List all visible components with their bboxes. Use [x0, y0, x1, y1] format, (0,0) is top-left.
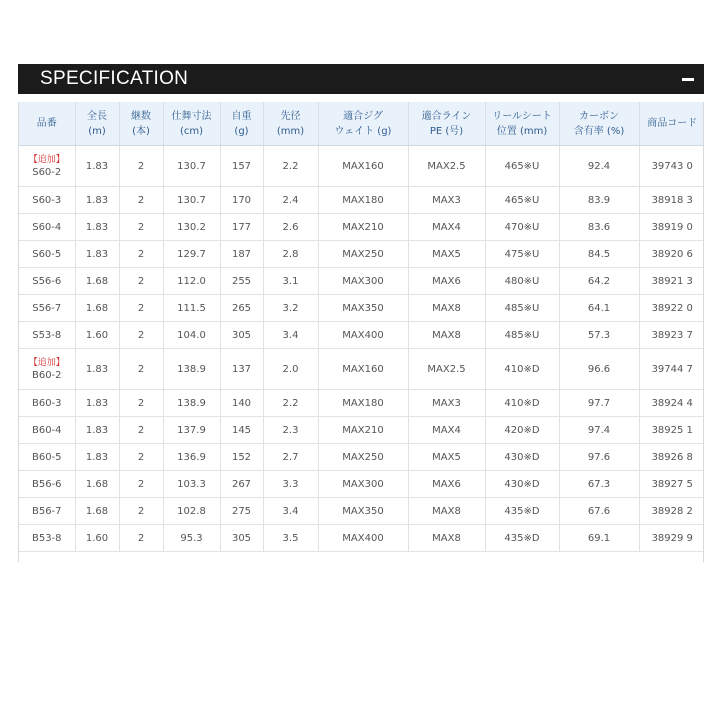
spec-table-container — [18, 102, 704, 562]
cell-tip-diameter: 3.3 — [263, 471, 318, 498]
cell-carbon: 96.6 — [559, 349, 639, 390]
cell-reel-seat: 435※D — [485, 525, 559, 552]
table-row — [19, 146, 704, 187]
cell-carbon: 97.6 — [559, 444, 639, 471]
cell-part-number — [19, 471, 75, 498]
cell-tip-diameter: 3.1 — [263, 268, 318, 295]
cell-weight: 137 — [220, 349, 263, 390]
cell-part-number — [19, 187, 75, 214]
col-header-line-pe: 適合ライン PE (号) — [408, 102, 485, 146]
cell-pieces: 2 — [119, 295, 163, 322]
cell-closed-length: 104.0 — [163, 322, 220, 349]
cell-jig-weight: MAX300 — [318, 471, 408, 498]
cell-jig-weight: MAX250 — [318, 241, 408, 268]
cell-product-code: 38922 0 — [639, 295, 704, 322]
cell-line-pe: MAX4 — [408, 214, 485, 241]
cell-carbon: 64.1 — [559, 295, 639, 322]
cell-product-code: 38926 8 — [639, 444, 704, 471]
part-number-text: B60-5 — [31, 451, 62, 463]
specification-panel — [18, 64, 704, 562]
table-row — [19, 444, 704, 471]
cell-jig-weight: MAX210 — [318, 417, 408, 444]
table-body — [19, 146, 704, 552]
new-item-tag: 【追加】 — [28, 357, 65, 368]
table-row — [19, 525, 704, 552]
cell-length: 1.60 — [75, 322, 119, 349]
cell-length: 1.83 — [75, 349, 119, 390]
cell-carbon: 83.9 — [559, 187, 639, 214]
cell-pieces: 2 — [119, 322, 163, 349]
cell-product-code: 38929 9 — [639, 525, 704, 552]
col-header-tip-diameter: 先径 (mm) — [263, 102, 318, 146]
table-row — [19, 390, 704, 417]
cell-closed-length: 130.2 — [163, 214, 220, 241]
cell-jig-weight: MAX160 — [318, 349, 408, 390]
table-row — [19, 268, 704, 295]
cell-part-number — [19, 417, 75, 444]
col-header-weight: 自重 (g) — [220, 102, 263, 146]
cell-product-code: 38921 3 — [639, 268, 704, 295]
cell-product-code: 38923 7 — [639, 322, 704, 349]
cell-weight: 267 — [220, 471, 263, 498]
part-number-text: B60-2 — [31, 369, 62, 381]
cell-weight: 275 — [220, 498, 263, 525]
cell-length: 1.83 — [75, 417, 119, 444]
specification-header[interactable] — [18, 64, 704, 94]
minus-icon[interactable] — [682, 78, 694, 81]
cell-product-code: 39743 0 — [639, 146, 704, 187]
cell-line-pe: MAX6 — [408, 268, 485, 295]
cell-part-number — [19, 390, 75, 417]
cell-tip-diameter: 2.0 — [263, 349, 318, 390]
cell-length: 1.60 — [75, 525, 119, 552]
cell-closed-length: 138.9 — [163, 349, 220, 390]
cell-closed-length: 112.0 — [163, 268, 220, 295]
cell-part-number — [19, 322, 75, 349]
cell-line-pe: MAX8 — [408, 525, 485, 552]
cell-part-number — [19, 295, 75, 322]
cell-reel-seat: 435※D — [485, 498, 559, 525]
cell-line-pe: MAX2.5 — [408, 146, 485, 187]
cell-carbon: 84.5 — [559, 241, 639, 268]
cell-weight: 177 — [220, 214, 263, 241]
cell-pieces: 2 — [119, 146, 163, 187]
spec-table — [19, 102, 704, 552]
cell-reel-seat: 470※U — [485, 214, 559, 241]
cell-part-number — [19, 241, 75, 268]
cell-weight: 145 — [220, 417, 263, 444]
cell-reel-seat: 465※U — [485, 146, 559, 187]
cell-closed-length: 138.9 — [163, 390, 220, 417]
cell-product-code: 38925 1 — [639, 417, 704, 444]
cell-jig-weight: MAX350 — [318, 295, 408, 322]
part-number-text: B53-8 — [31, 532, 62, 544]
table-row — [19, 498, 704, 525]
cell-jig-weight: MAX400 — [318, 322, 408, 349]
cell-jig-weight: MAX250 — [318, 444, 408, 471]
cell-closed-length: 95.3 — [163, 525, 220, 552]
part-number-text: S60-5 — [32, 248, 62, 260]
cell-line-pe: MAX2.5 — [408, 349, 485, 390]
cell-pieces: 2 — [119, 349, 163, 390]
cell-weight: 255 — [220, 268, 263, 295]
cell-jig-weight: MAX180 — [318, 390, 408, 417]
cell-reel-seat: 475※U — [485, 241, 559, 268]
cell-product-code: 38928 2 — [639, 498, 704, 525]
cell-length: 1.83 — [75, 146, 119, 187]
cell-weight: 140 — [220, 390, 263, 417]
cell-reel-seat: 430※D — [485, 444, 559, 471]
cell-tip-diameter: 2.7 — [263, 444, 318, 471]
cell-closed-length: 130.7 — [163, 187, 220, 214]
cell-closed-length: 129.7 — [163, 241, 220, 268]
cell-tip-diameter: 3.4 — [263, 498, 318, 525]
cell-part-number — [19, 214, 75, 241]
cell-pieces: 2 — [119, 187, 163, 214]
cell-carbon: 64.2 — [559, 268, 639, 295]
cell-jig-weight: MAX300 — [318, 268, 408, 295]
cell-closed-length: 102.8 — [163, 498, 220, 525]
part-number-text: B56-7 — [31, 505, 62, 517]
cell-weight: 152 — [220, 444, 263, 471]
cell-length: 1.83 — [75, 241, 119, 268]
table-row — [19, 241, 704, 268]
cell-closed-length: 137.9 — [163, 417, 220, 444]
cell-closed-length: 103.3 — [163, 471, 220, 498]
section-title: SPECIFICATION — [40, 68, 189, 89]
col-header-carbon: カーボン 含有率 (%) — [559, 102, 639, 146]
cell-tip-diameter: 3.4 — [263, 322, 318, 349]
col-header-jig-weight: 適合ジグ ウェイト (g) — [318, 102, 408, 146]
table-row — [19, 471, 704, 498]
cell-product-code: 38920 6 — [639, 241, 704, 268]
cell-length: 1.83 — [75, 390, 119, 417]
cell-weight: 170 — [220, 187, 263, 214]
cell-carbon: 69.1 — [559, 525, 639, 552]
cell-line-pe: MAX5 — [408, 444, 485, 471]
cell-reel-seat: 465※U — [485, 187, 559, 214]
cell-reel-seat: 420※D — [485, 417, 559, 444]
cell-product-code: 38918 3 — [639, 187, 704, 214]
cell-tip-diameter: 3.2 — [263, 295, 318, 322]
cell-line-pe: MAX8 — [408, 322, 485, 349]
cell-closed-length: 111.5 — [163, 295, 220, 322]
cell-tip-diameter: 2.2 — [263, 146, 318, 187]
cell-closed-length: 136.9 — [163, 444, 220, 471]
cell-pieces: 2 — [119, 417, 163, 444]
cell-line-pe: MAX3 — [408, 390, 485, 417]
cell-jig-weight: MAX350 — [318, 498, 408, 525]
cell-length: 1.83 — [75, 187, 119, 214]
cell-line-pe: MAX5 — [408, 241, 485, 268]
cell-part-number — [19, 146, 75, 187]
cell-part-number — [19, 444, 75, 471]
cell-product-code: 38924 4 — [639, 390, 704, 417]
table-row — [19, 187, 704, 214]
cell-product-code: 39744 7 — [639, 349, 704, 390]
cell-product-code: 38919 0 — [639, 214, 704, 241]
cell-tip-diameter: 2.4 — [263, 187, 318, 214]
new-item-tag: 【追加】 — [28, 154, 65, 165]
part-number-text: S60-2 — [32, 166, 62, 178]
cell-tip-diameter: 2.8 — [263, 241, 318, 268]
cell-pieces: 2 — [119, 498, 163, 525]
cell-length: 1.83 — [75, 214, 119, 241]
cell-reel-seat: 485※U — [485, 295, 559, 322]
table-row — [19, 417, 704, 444]
cell-length: 1.83 — [75, 444, 119, 471]
cell-reel-seat: 410※D — [485, 390, 559, 417]
col-header-closed-length: 仕舞寸法 (cm) — [163, 102, 220, 146]
cell-carbon: 83.6 — [559, 214, 639, 241]
cell-part-number — [19, 268, 75, 295]
cell-part-number — [19, 525, 75, 552]
table-header-row — [19, 102, 704, 146]
cell-pieces: 2 — [119, 214, 163, 241]
cell-pieces: 2 — [119, 241, 163, 268]
part-number-text: S56-6 — [32, 275, 62, 287]
cell-product-code: 38927 5 — [639, 471, 704, 498]
cell-weight: 187 — [220, 241, 263, 268]
cell-line-pe: MAX3 — [408, 187, 485, 214]
cell-length: 1.68 — [75, 471, 119, 498]
col-header-product-code: 商品コード — [639, 102, 704, 146]
cell-length: 1.68 — [75, 498, 119, 525]
col-header-part-number: 品番 — [19, 102, 75, 146]
cell-carbon: 67.3 — [559, 471, 639, 498]
table-row — [19, 322, 704, 349]
cell-pieces: 2 — [119, 268, 163, 295]
cell-pieces: 2 — [119, 390, 163, 417]
part-number-text: S60-3 — [32, 194, 62, 206]
cell-jig-weight: MAX180 — [318, 187, 408, 214]
cell-tip-diameter: 2.3 — [263, 417, 318, 444]
table-row — [19, 214, 704, 241]
table-row — [19, 295, 704, 322]
cell-carbon: 67.6 — [559, 498, 639, 525]
cell-carbon: 92.4 — [559, 146, 639, 187]
cell-part-number — [19, 498, 75, 525]
cell-closed-length: 130.7 — [163, 146, 220, 187]
col-header-length: 全長 (m) — [75, 102, 119, 146]
part-number-text: B60-4 — [31, 424, 62, 436]
cell-pieces: 2 — [119, 444, 163, 471]
cell-line-pe: MAX8 — [408, 295, 485, 322]
cell-jig-weight: MAX400 — [318, 525, 408, 552]
cell-reel-seat: 480※U — [485, 268, 559, 295]
cell-reel-seat: 430※D — [485, 471, 559, 498]
cell-reel-seat: 485※U — [485, 322, 559, 349]
part-number-text: B60-3 — [31, 397, 62, 409]
col-header-pieces: 継数 (本) — [119, 102, 163, 146]
cell-weight: 265 — [220, 295, 263, 322]
cell-carbon: 97.4 — [559, 417, 639, 444]
cell-length: 1.68 — [75, 295, 119, 322]
cell-tip-diameter: 2.6 — [263, 214, 318, 241]
cell-line-pe: MAX8 — [408, 498, 485, 525]
part-number-text: S56-7 — [32, 302, 62, 314]
cell-length: 1.68 — [75, 268, 119, 295]
cell-line-pe: MAX4 — [408, 417, 485, 444]
table-row — [19, 349, 704, 390]
part-number-text: S53-8 — [32, 329, 62, 341]
part-number-text: S60-4 — [32, 221, 62, 233]
part-number-text: B56-6 — [31, 478, 62, 490]
cell-tip-diameter: 2.2 — [263, 390, 318, 417]
cell-pieces: 2 — [119, 525, 163, 552]
cell-part-number — [19, 349, 75, 390]
cell-reel-seat: 410※D — [485, 349, 559, 390]
cell-weight: 305 — [220, 525, 263, 552]
cell-jig-weight: MAX160 — [318, 146, 408, 187]
cell-jig-weight: MAX210 — [318, 214, 408, 241]
cell-tip-diameter: 3.5 — [263, 525, 318, 552]
cell-weight: 305 — [220, 322, 263, 349]
cell-carbon: 57.3 — [559, 322, 639, 349]
cell-line-pe: MAX6 — [408, 471, 485, 498]
col-header-reel-seat: リールシート 位置 (mm) — [485, 102, 559, 146]
cell-pieces: 2 — [119, 471, 163, 498]
cell-carbon: 97.7 — [559, 390, 639, 417]
cell-weight: 157 — [220, 146, 263, 187]
